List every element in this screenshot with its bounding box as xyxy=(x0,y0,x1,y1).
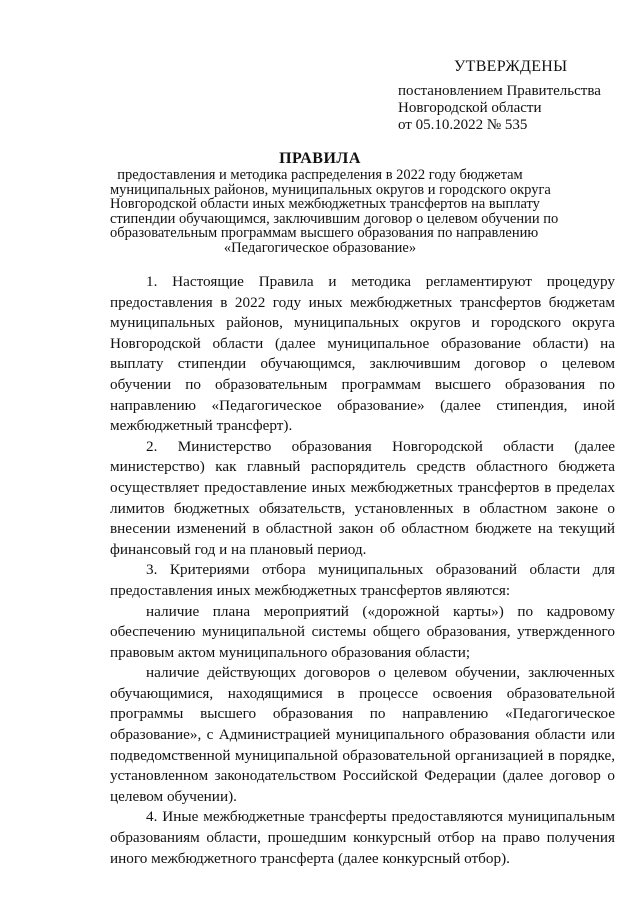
subtitle-line: муниципальных районов, муниципальных округов и городского округа xyxy=(110,181,551,198)
document-subtitle xyxy=(110,167,559,256)
approval-block xyxy=(398,58,628,134)
subtitle-line: «Педагогическое образование» xyxy=(223,239,417,256)
paragraph-3: 3. Критериями отбора муниципальных образований области для предоставления иных межбюджетных трансфертов являются: xyxy=(110,561,615,599)
approval-line-resolution: постановлением Правительства xyxy=(398,83,601,99)
document-title: ПРАВИЛА xyxy=(279,150,361,167)
subtitle-line: образовательным программам высшего образования по направлению xyxy=(110,225,539,242)
subtitle-line: стипендии обучающимся, заключившим договор о целевом обучении по xyxy=(110,210,559,227)
paragraph-3-criterion-2: наличие действующих договоров о целевом обучении, заключенных обучающимися, находящимися в процессе освоения образовательной программы высшего образования по направлению «Педагогическое образование», с Администрацией муниципального образования области или подведомственной муниципальной образовательной организацией в порядке, установленном законодательством Российской Федерации (далее договор о целевом обучении). xyxy=(110,664,615,805)
approval-line-date: от 05.10.2022 № 535 xyxy=(398,117,528,133)
approval-line-region: Новгородской области xyxy=(398,100,542,116)
paragraph-1: 1. Настоящие Правила и методика регламентируют процедуру предоставления в 2022 году иных межбюджетных трансфертов бюджетам муниципальных районов, муниципальных округов и городского округа Новгородской области (далее муниципальное образование области) на выплату стипендии обучающимся, заключившим договор о целевом обучении по образовательным программам высшего образования по направлению «Педагогическое образование» (далее стипендия, иной межбюджетный трансферт). xyxy=(110,273,615,435)
approval-heading: УТВЕРЖДЕНЫ xyxy=(454,58,568,75)
paragraph-3-criterion-1: наличие плана мероприятий («дорожной карты») по кадровому обеспечению муниципальной системы общего образования, утвержденного правовым актом муниципального образования области; xyxy=(110,602,615,661)
subtitle-line: предоставления и методика распределения в 2022 году бюджетам xyxy=(117,167,523,183)
document-body xyxy=(110,272,615,869)
paragraph-2: 2. Министерство образования Новгородской области (далее министерство) как главный распорядитель средств областного бюджета осуществляет предоставление иных межбюджетных трансфертов в пределах лимитов бюджетных обязательств, установленных в областном законе о внесении изменений в областной закон об областном бюджете на текущий финансовый год и на плановый период. xyxy=(110,437,615,558)
subtitle-line: Новгородской области иных межбюджетных трансфертов на выплату xyxy=(110,196,540,213)
paragraph-4: 4. Иные межбюджетные трансферты предоставляются муниципальным образованиям области, прошедшим конкурсный отбор на право получения иного межбюджетного трансферта (далее конкурсный отбор). xyxy=(110,808,615,867)
